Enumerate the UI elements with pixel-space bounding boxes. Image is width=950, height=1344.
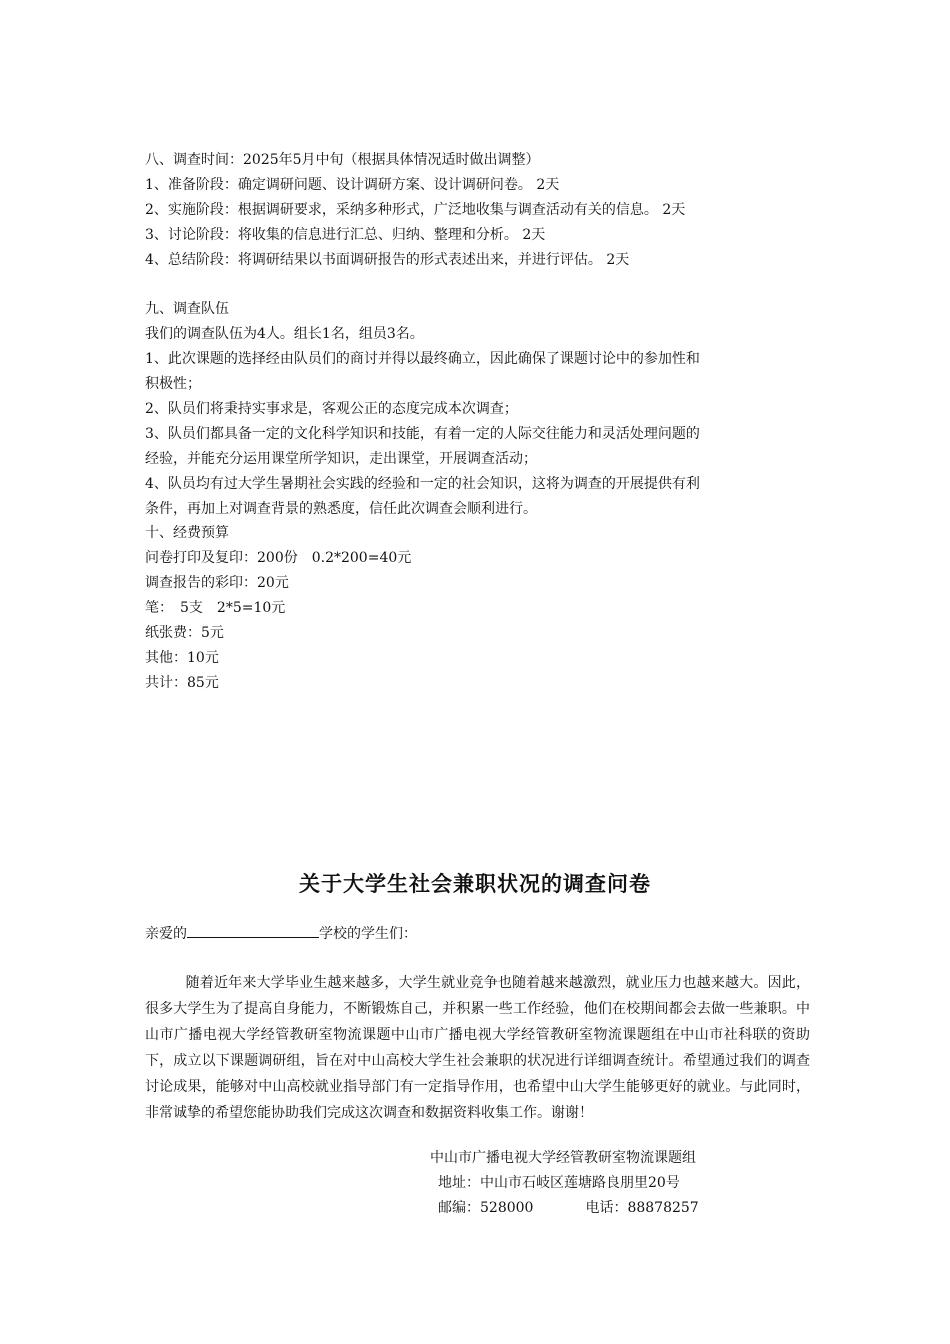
team-line: 条件，再加上对调查背景的熟悉度，信任此次调查会顺利进行。 [145,501,537,517]
schedule-item: 3、讨论阶段：将收集的信息进行汇总、归纳、整理和分析。 2天 [145,227,546,243]
budget-item: 纸张费：5元 [145,625,224,641]
team-line: 我们的调查队伍为4人。组长1名，组员3名。 [145,326,424,342]
budget-item: 问卷打印及复印：200份 0.2*200=40元 [145,550,412,566]
team-line: 1、此次课题的选择经由队员们的商讨并得以最终确立，因此确保了课题讨论中的参加性和 [145,351,700,367]
greeting-suffix: 学校的学生们： [319,926,417,942]
budget-heading: 十、经费预算 [145,525,229,541]
budget-total: 共计：85元 [145,675,219,691]
team-line: 4、队员均有过大学生暑期社会实践的经验和一定的社会知识，这将为调查的开展提供有利 [145,476,700,492]
intro-paragraph: 随着近年来大学毕业生越来越多，大学生就业竞争也随着越来越激烈，就业压力也越来越大。因此，很多大学生为了提高自身能力，不断锻炼自己，并积累一些工作经验，他们在校期间都会去做一些兼职。中山市广播电视大学经管教研室物流课题中山市广播电视大学经管教研室物流课题组在中山市社科联的资助下，成立以下课题调研组，旨在对中山高校大学生社会兼职的状况进行详细调查统计。希望通过我们的调查讨论成果，能够对中山高校就业指导部门有一定指导作用，也希望中山大学生能够更好的就业。与此同时，非常诚挚的希望您能协助我们完成这次调查和数据资料收集工作。谢谢！ [145,975,810,1121]
schedule-item: 2、实施阶段：根据调研要求，采纳多种形式，广泛地收集与调查活动有关的信息。 2天 [145,202,686,218]
greeting [145,922,417,946]
greeting-prefix: 亲爱的 [145,926,187,942]
signature-address: 地址：中山市石岐区莲塘路良朋里20号 [438,1175,680,1191]
signature-postcode: 邮编：528000 [438,1200,534,1216]
signature-org: 中山市广播电视大学经管教研室物流课题组 [430,1150,696,1166]
schedule-heading: 八、调查时间：2025年5月中旬（根据具体情况适时做出调整） [145,152,540,168]
budget-item: 调查报告的彩印：20元 [145,575,289,591]
budget-item: 其他：10元 [145,650,219,666]
team-line: 积极性； [145,376,201,392]
questionnaire-title: 关于大学生社会兼职状况的调查问卷 [299,872,651,896]
team-line: 2、队员们将秉持实事求是，客观公正的态度完成本次调查； [145,401,518,417]
school-name-blank[interactable] [187,923,319,938]
signature-phone: 电话：88878257 [585,1200,699,1216]
team-line: 3、队员们都具备一定的文化科学知识和技能，有着一定的人际交往能力和灵活处理问题的 [145,426,700,442]
schedule-item: 1、准备阶段：确定调研问题、设计调研方案、设计调研问卷。 2天 [145,177,560,193]
budget-item: 笔： 5支 2*5=10元 [145,600,286,616]
schedule-item: 4、总结阶段：将调研结果以书面调研报告的形式表述出来，并进行评估。 2天 [145,252,630,268]
team-line: 经验，并能充分运用课堂所学知识，走出课堂，开展调查活动； [145,451,537,467]
team-heading: 九、调查队伍 [145,301,229,317]
signature-contact [438,1196,699,1220]
